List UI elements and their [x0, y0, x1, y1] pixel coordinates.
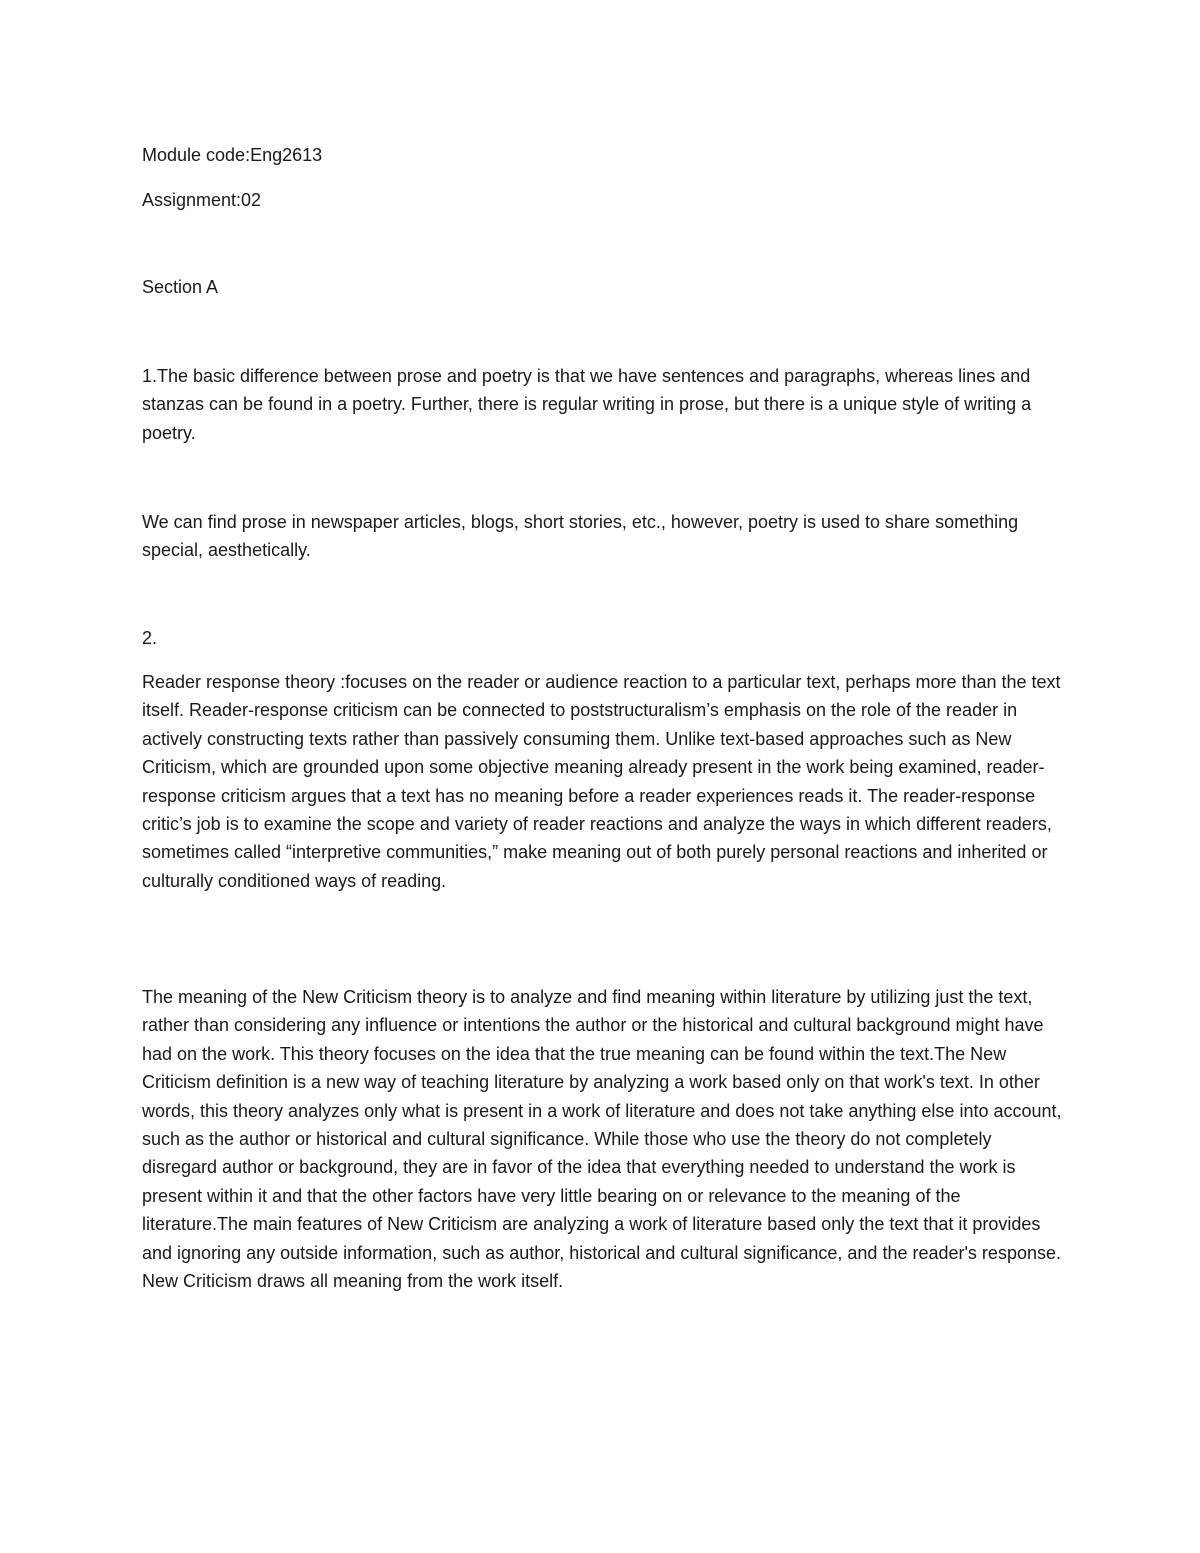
answer-2-paragraph-1: Reader response theory :focuses on the reader or audience reaction to a particular text, perhaps more than the text itself. Reader-response criticism can be connected to poststructuralism’s emphasis on the role of the reader in actively constructing texts rather than passively consuming them. Unlike text-based approaches such as New Criticism, which are grounded upon some objective meaning already present in the work being examined, reader-response criticism argues that a text has no meaning before a reader experiences reads it. The reader-response critic’s job is to examine the scope and variety of reader reactions and analyze the ways in which different readers, sometimes called “interpretive communities,” make meaning out of both purely personal reactions and inherited or culturally conditioned ways of reading. — [142, 672, 1061, 891]
section-heading: Section A — [142, 277, 219, 297]
module-code: Module code:Eng2613 — [142, 145, 323, 165]
answer-1-paragraph-2: We can find prose in newspaper articles, blogs, short stories, etc., however, poetry is used to share something special, aesthetically. — [142, 512, 1019, 561]
answer-1-paragraph-1: 1.The basic difference between prose and poetry is that we have sentences and paragraphs, whereas lines and stanzas can be found in a poetry. Further, there is regular writing in prose, but there is a unique style of writing a poetry. — [142, 366, 1032, 443]
answer-2-paragraph-2: The meaning of the New Criticism theory is to analyze and find meaning within literature by utilizing just the text, rather than considering any influence or intentions the author or the historical and cultural background might have had on the work. This theory focuses on the idea that the true meaning can be found within the text.The New Criticism definition is a new way of teaching literature by analyzing a work based only on that work's text. In other words, this theory analyzes only what is present in a work of literature and does not take anything else into account, such as the author or historical and cultural significance. While those who use the theory do not completely disregard author or background, they are in favor of the idea that everything needed to understand the work is present within it and that the other factors have very little bearing on or relevance to the meaning of the literature.The main features of New Criticism are analyzing a work of literature based only the text that it provides and ignoring any outside information, such as author, historical and cultural significance, and the reader's response. New Criticism draws all meaning from the work itself. — [142, 987, 1062, 1292]
assignment-number: Assignment:02 — [142, 190, 262, 210]
answer-2-number: 2. — [142, 628, 158, 648]
